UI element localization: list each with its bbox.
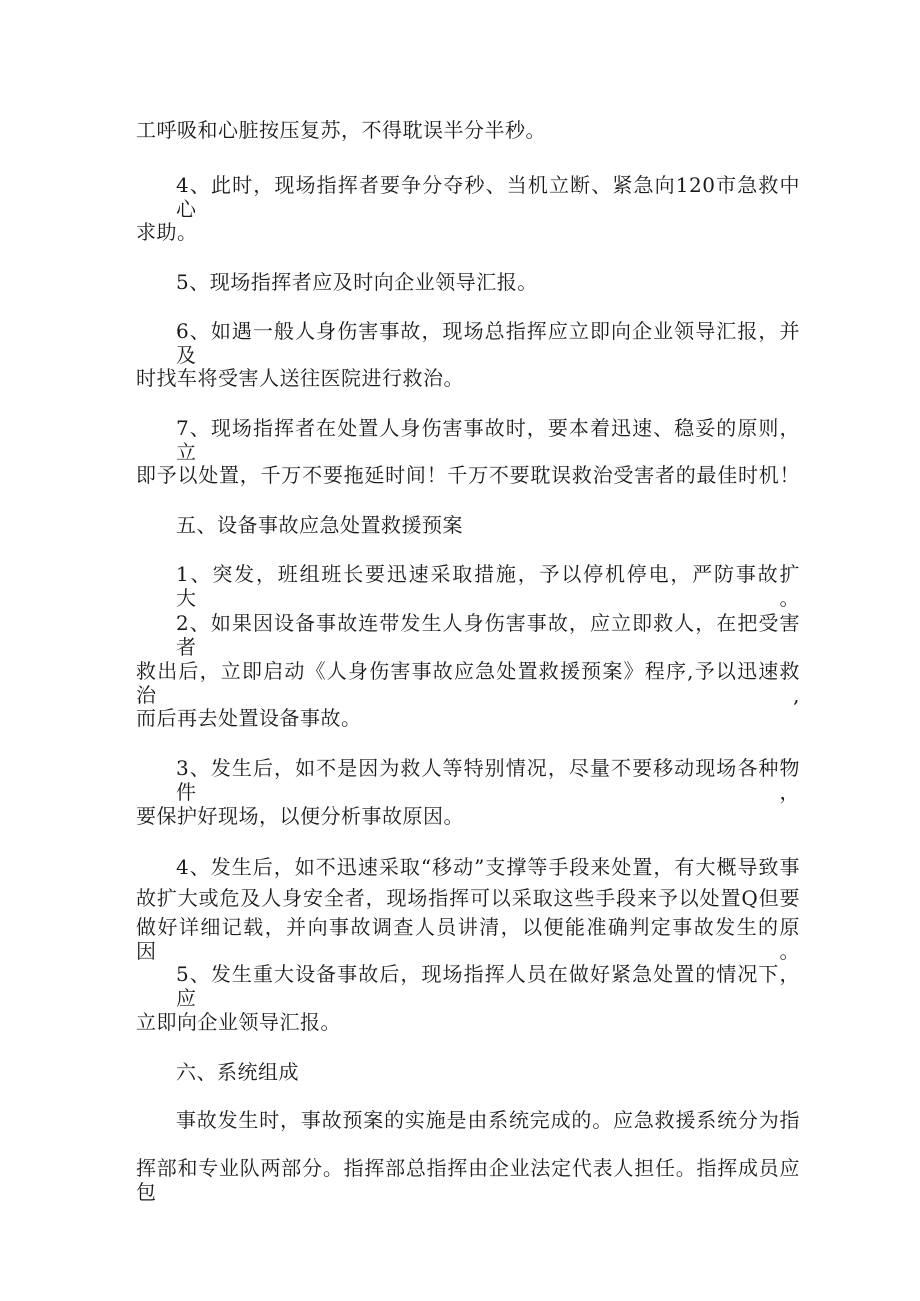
text-line: 故扩大或危及人身安全者，现场指挥可以采取这些手段来予以处置Q但要 (136, 886, 800, 910)
text-line: 6、如遇一般人身伤害事故，现场总指挥应立即向企业领导汇报，并及 (176, 319, 800, 367)
text-line: 1、突发，班组班长要迅速采取措施，予以停机停电，严防事故扩大。 (176, 562, 800, 610)
text-line: 救出后，立即启动《人身伤害事故应急处置救援预案》程序,予以迅速救治, (136, 659, 800, 707)
text-line: 4、发生后，如不迅速采取“移动”支撑等手段来处置，有大概导致事 (176, 855, 800, 879)
section-heading: 六、系统组成 (176, 1060, 299, 1084)
text-line: 7、现场指挥者在处置人身伤害事故时，要本着迅速、稳妥的原则，立 (176, 416, 800, 464)
text-line: 2、如果因设备事故连带发生人身伤害事故，应立即救人，在把受害者 (176, 611, 800, 659)
text-line: 挥部和专业队两部分。指挥部总指挥由企业法定代表人担任。指挥成员应包 (136, 1156, 800, 1204)
text-line: 事故发生时，事故预案的实施是由系统完成的。应急救援系统分为指 (176, 1108, 800, 1132)
text-line: 而后再去处置设备事故。 (136, 706, 362, 730)
text-line: 5、发生重大设备事故后，现场指挥人员在做好紧急处置的情况下，应 (176, 962, 800, 1010)
text-line: 工呼吸和心脏按压复苏，不得耽误半分半秒。 (136, 118, 546, 142)
section-heading: 五、设备事故应急处置救援预案 (176, 513, 463, 537)
text-line: 5、现场指挥者应及时向企业领导汇报。 (176, 270, 538, 294)
text-line: 要保护好现场，以便分析事故原因。 (136, 804, 464, 828)
text-line: 4、此时，现场指挥者要争分夺秒、当机立断、紧急向120市急救中心 (176, 173, 800, 221)
text-line: 立即向企业领导汇报。 (136, 1010, 341, 1034)
text-line: 求助。 (136, 220, 198, 244)
text-line: 3、发生后，如不是因为救人等特别情况，尽量不要移动现场各种物件， (176, 756, 800, 804)
text-line: 做好详细记载，并向事故调查人员讲清，以便能准确判定事故发生的原因。 (136, 915, 800, 963)
text-line: 时找车将受害人送往医院进行救治。 (136, 366, 464, 390)
text-line: 即予以处置，千万不要拖延时间！千万不要耽误救治受害者的最佳时机！ (136, 463, 800, 487)
